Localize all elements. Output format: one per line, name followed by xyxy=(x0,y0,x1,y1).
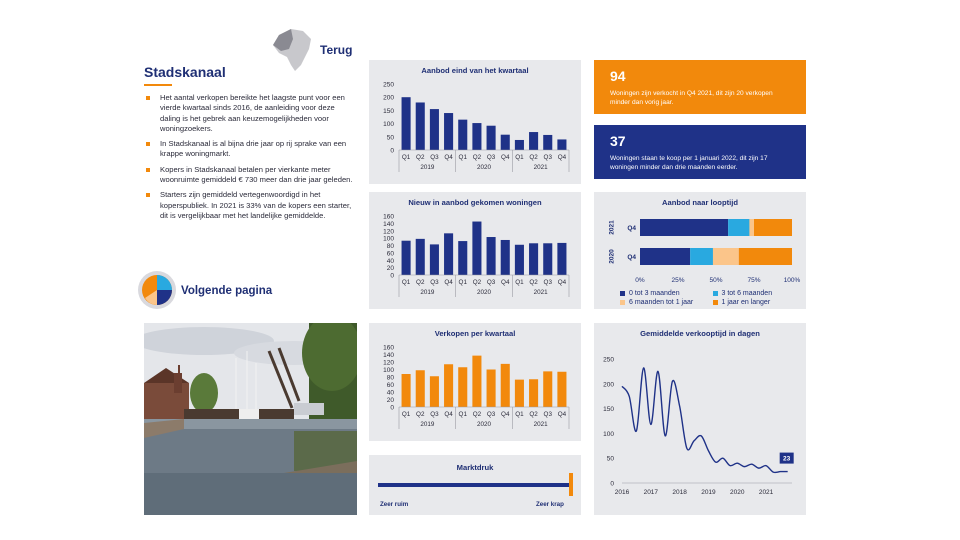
next-page-icon[interactable] xyxy=(137,270,177,310)
x-tick-label: 2018 xyxy=(672,489,687,496)
x-tick-label: Q3 xyxy=(430,154,439,161)
bar xyxy=(472,222,481,275)
bullet-item: In Stadskanaal is al bijna drie jaar op rij sprake van een krappe woningmarkt. xyxy=(144,139,356,160)
bar xyxy=(529,132,538,150)
next-page-link[interactable]: Volgende pagina xyxy=(181,285,273,297)
bullet-list xyxy=(144,93,356,226)
row-label: Q4 xyxy=(627,254,636,261)
canal-photo xyxy=(144,323,357,515)
stacked-bar-segment xyxy=(739,248,792,265)
bar xyxy=(402,97,411,150)
chart-title: Verkopen per kwartaal xyxy=(434,329,516,338)
page-title: Stadskanaal xyxy=(144,64,226,80)
y-tick-label: 140 xyxy=(383,352,394,359)
bar xyxy=(501,240,510,275)
x-tick-label: Q2 xyxy=(472,279,482,286)
kpi-forsale-value: 37 xyxy=(610,133,626,149)
x-tick-label: Q4 xyxy=(444,279,453,286)
stacked-bar-segment xyxy=(690,248,713,265)
row-year-label: 2020 xyxy=(608,249,616,264)
x-tick-label: Q4 xyxy=(501,279,510,286)
stacked-bar-segment xyxy=(728,219,749,236)
x-tick-label: 2017 xyxy=(643,489,659,496)
bar xyxy=(416,239,425,275)
chart-title: Aanbod eind van het kwartaal xyxy=(421,66,529,75)
x-group-label: 2019 xyxy=(420,421,435,428)
x-tick-label: 25% xyxy=(671,277,685,284)
y-tick-label: 50 xyxy=(606,455,614,463)
y-tick-label: 0 xyxy=(610,480,614,488)
x-tick-label: Q4 xyxy=(444,411,453,418)
y-tick-label: 0 xyxy=(390,272,394,280)
x-tick-label: Q1 xyxy=(401,279,411,286)
x-tick-label: Q2 xyxy=(472,154,482,161)
stacked-bar-segment xyxy=(713,248,739,265)
y-tick-label: 140 xyxy=(383,220,394,228)
x-tick-label: Q1 xyxy=(401,154,411,161)
legend-item xyxy=(620,290,713,297)
bar xyxy=(487,126,496,150)
marktdruk-bar xyxy=(378,483,571,487)
x-tick-label: 2021 xyxy=(758,489,774,496)
y-tick-label: 150 xyxy=(383,107,394,115)
x-group-label: 2020 xyxy=(476,164,492,171)
x-tick-label: Q1 xyxy=(458,154,467,161)
y-tick-label: 20 xyxy=(386,265,394,273)
bar xyxy=(557,243,566,275)
y-tick-label: 0 xyxy=(390,147,394,155)
bar xyxy=(472,356,481,407)
looptijd-legend xyxy=(620,290,805,308)
stacked-bar-segment xyxy=(640,219,728,236)
chart-title: Gemiddelde verkooptijd in dagen xyxy=(640,329,760,338)
bar xyxy=(430,244,439,275)
x-tick-label: Q2 xyxy=(529,154,538,161)
x-group-label: 2021 xyxy=(533,289,548,296)
chart-nieuw xyxy=(369,192,581,309)
x-tick-label: Q2 xyxy=(472,411,482,418)
kpi-sold-card xyxy=(594,60,806,114)
x-tick-label: Q3 xyxy=(486,154,496,161)
x-group-label: 2019 xyxy=(420,289,435,296)
x-tick-label: 50% xyxy=(709,277,723,284)
legend-label: 3 tot 6 maanden xyxy=(721,290,773,297)
y-tick-label: 40 xyxy=(386,389,394,397)
bar xyxy=(529,379,538,407)
bar xyxy=(557,372,566,407)
kpi-forsale-card xyxy=(594,125,806,179)
x-tick-label: Q4 xyxy=(444,154,453,161)
y-tick-label: 200 xyxy=(383,94,394,102)
bar xyxy=(402,241,411,275)
x-tick-label: Q3 xyxy=(486,411,496,418)
y-tick-label: 200 xyxy=(603,381,614,389)
bar xyxy=(444,364,453,407)
marktdruk-left-label: Zeer ruim xyxy=(380,501,409,508)
marktdruk-right-label: Zeer krap xyxy=(536,501,564,508)
x-tick-label: Q2 xyxy=(416,411,425,418)
x-tick-label: Q3 xyxy=(543,411,552,418)
y-tick-label: 100 xyxy=(603,430,614,438)
title-underline xyxy=(144,84,172,86)
x-tick-label: 2020 xyxy=(730,489,745,496)
bullet-item: Kopers in Stadskanaal betalen per vierkante meter woonruimte gemiddeld € 730 meer dan drie jaar geleden. xyxy=(144,165,356,186)
x-group-label: 2021 xyxy=(533,164,548,171)
kpi-forsale-text: Woningen staan te koop per 1 januari 2022, dit zijn 17 woningen minder dan drie maanden eerder. xyxy=(610,155,768,171)
bar xyxy=(543,371,552,407)
x-tick-label: Q1 xyxy=(515,279,524,286)
chart-title: Marktdruk xyxy=(456,463,494,472)
y-tick-label: 80 xyxy=(386,243,394,250)
bar xyxy=(529,243,538,275)
y-tick-label: 100 xyxy=(383,235,394,243)
x-tick-label: Q1 xyxy=(458,411,467,418)
chart-title: Aanbod naar looptijd xyxy=(662,198,738,207)
x-tick-label: Q3 xyxy=(543,279,552,286)
bar xyxy=(416,102,425,150)
legend-item xyxy=(620,299,713,306)
series-line xyxy=(622,368,788,473)
x-tick-label: Q3 xyxy=(430,279,439,286)
bullet-item: Starters zijn gemiddeld vertegenwoordigd in het koperspubliek. In 2021 is 33% van de kopers een starter, dit is vergelijkbaar met het landelijke gemiddelde. xyxy=(144,190,356,221)
y-tick-label: 20 xyxy=(386,397,394,404)
stacked-bar-segment xyxy=(754,219,792,236)
x-tick-label: Q1 xyxy=(515,411,524,418)
bar xyxy=(430,109,439,150)
y-tick-label: 250 xyxy=(383,81,394,89)
panel-aanbod xyxy=(369,60,581,184)
legend-label: 1 jaar en langer xyxy=(721,299,771,306)
x-tick-label: Q3 xyxy=(486,279,496,286)
row-year-label: 2021 xyxy=(608,220,616,235)
panel-nieuw xyxy=(369,192,581,309)
y-tick-label: 0 xyxy=(390,404,394,412)
x-group-label: 2021 xyxy=(533,421,548,428)
x-tick-label: Q4 xyxy=(557,154,567,161)
legend-label: 6 maanden tot 1 jaar xyxy=(629,299,694,306)
x-group-label: 2020 xyxy=(476,289,492,296)
stacked-bar-segment xyxy=(749,219,754,236)
x-tick-label: Q1 xyxy=(401,411,411,418)
bar xyxy=(487,370,496,408)
kpi-sold-value: 94 xyxy=(610,68,626,84)
bar xyxy=(458,120,467,150)
panel-verkooptijd xyxy=(594,323,806,515)
panel-verkopen xyxy=(369,323,581,441)
x-tick-label: 2016 xyxy=(614,489,630,496)
x-tick-label: 75% xyxy=(747,277,761,284)
bar xyxy=(501,364,510,407)
y-tick-label: 160 xyxy=(383,344,394,352)
bar xyxy=(444,233,453,275)
x-tick-label: 2019 xyxy=(701,489,716,496)
y-tick-label: 120 xyxy=(383,359,394,367)
bar xyxy=(444,113,453,150)
bar xyxy=(458,367,467,407)
bar xyxy=(402,374,411,407)
legend-item xyxy=(713,290,806,297)
x-tick-label: 100% xyxy=(783,277,801,284)
back-link[interactable]: Terug xyxy=(320,43,353,57)
bar xyxy=(557,139,566,150)
x-tick-label: Q4 xyxy=(501,411,510,418)
bar xyxy=(543,243,552,275)
y-tick-label: 250 xyxy=(603,356,614,364)
y-tick-label: 100 xyxy=(383,367,394,374)
x-tick-label: 0% xyxy=(635,277,645,284)
bar xyxy=(501,135,510,150)
chart-verkooptijd xyxy=(594,323,806,515)
bar xyxy=(416,370,425,407)
stacked-bar-segment xyxy=(640,248,690,265)
bar xyxy=(515,140,524,150)
row-label: Q4 xyxy=(627,225,636,232)
x-tick-label: Q3 xyxy=(543,154,552,161)
y-tick-label: 50 xyxy=(386,134,394,142)
legend-item xyxy=(713,299,806,306)
bar xyxy=(458,241,467,275)
y-tick-label: 160 xyxy=(383,213,394,221)
x-group-label: 2020 xyxy=(476,421,492,428)
bar xyxy=(487,237,496,275)
y-tick-label: 40 xyxy=(386,257,394,265)
y-tick-label: 80 xyxy=(386,374,394,382)
y-tick-label: 150 xyxy=(603,406,614,414)
bar xyxy=(515,380,524,407)
legend-label: 0 tot 3 maanden xyxy=(629,290,680,297)
last-value-label: 23 xyxy=(783,455,791,463)
chart-title: Nieuw in aanbod gekomen woningen xyxy=(408,198,542,207)
y-tick-label: 100 xyxy=(383,121,394,129)
bar xyxy=(543,135,552,150)
x-tick-label: Q4 xyxy=(557,411,567,418)
x-tick-label: Q3 xyxy=(430,411,439,418)
x-tick-label: Q1 xyxy=(458,279,467,286)
x-tick-label: Q2 xyxy=(529,411,538,418)
kpi-sold-text: Woningen zijn verkocht in Q4 2021, dit zijn 20 verkopen minder dan vorig jaar. xyxy=(610,90,773,106)
x-group-label: 2019 xyxy=(420,164,435,171)
y-tick-label: 60 xyxy=(386,250,394,258)
x-tick-label: Q4 xyxy=(501,154,510,161)
bar xyxy=(430,376,439,407)
chart-verkopen xyxy=(369,323,581,441)
bar xyxy=(515,245,524,275)
municipality-map-icon[interactable] xyxy=(271,27,315,73)
y-tick-label: 120 xyxy=(383,228,394,236)
x-tick-label: Q1 xyxy=(515,154,524,161)
x-tick-label: Q2 xyxy=(416,154,425,161)
x-tick-label: Q2 xyxy=(529,279,538,286)
x-tick-label: Q4 xyxy=(557,279,567,286)
bullet-item: Het aantal verkopen bereikte het laagste punt voor een vierde kwartaal sinds 2016, de aanleiding voor deze daling is het gebrek aan keuzemogelijkheden voor woningzoekers. xyxy=(144,93,356,134)
bar xyxy=(472,123,481,150)
marktdruk-marker xyxy=(569,473,573,496)
chart-aanbod xyxy=(369,60,581,184)
x-tick-label: Q2 xyxy=(416,279,425,286)
y-tick-label: 60 xyxy=(386,382,394,389)
